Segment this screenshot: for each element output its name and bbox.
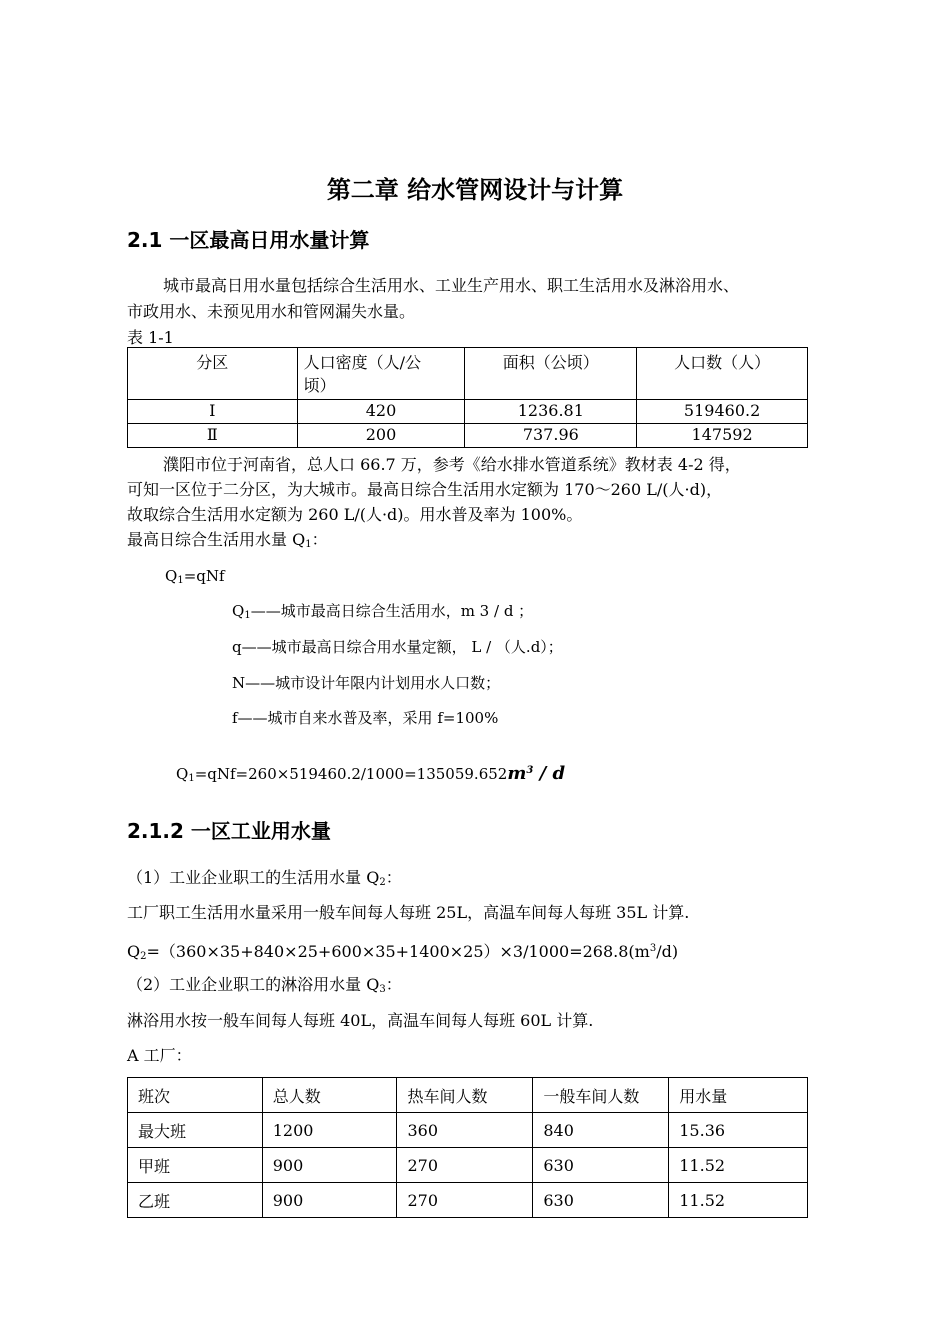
intro-paragraph-line-1: 城市最高日用水量包括综合生活用水、工业生产用水、职工生活用水及淋浴用水、 (163, 276, 740, 295)
q2-q: Q (127, 942, 141, 961)
q1-label (127, 528, 328, 556)
table-header-row (128, 348, 808, 400)
table-header-cell: 一般车间人数 (533, 1078, 669, 1113)
formula-q1 (165, 565, 225, 592)
population-table (127, 347, 808, 448)
table-cell: 630 (533, 1183, 669, 1218)
table-row (128, 1183, 808, 1218)
calc-sub: 1 (188, 773, 195, 784)
calc-q1 (176, 759, 565, 790)
table-cell: 200 (297, 424, 465, 448)
header-line: 人口密度（人/公 (303, 353, 421, 372)
item-2-description: 淋浴用水按一般车间每人每班 40L，高温车间每人每班 60L 计算. (127, 1011, 594, 1030)
table-header-cell: 用水量 (669, 1078, 808, 1113)
q2-calculation (127, 937, 678, 968)
section-heading-2-1-2: 2.1.2 一区工业用水量 (127, 819, 331, 843)
q1-label-tail: ： (311, 530, 328, 549)
table-cell: 270 (397, 1183, 533, 1218)
def-q: Q (232, 602, 245, 620)
item-2-tail: ： (385, 975, 402, 994)
def-text: ——城市最高日综合生活用水，m 3 / d ； (250, 602, 534, 620)
table-cell: 270 (397, 1148, 533, 1183)
table-cell: 甲班 (128, 1148, 263, 1183)
table-row (128, 400, 808, 424)
q1-label-sub: 1 (305, 539, 312, 550)
item-2 (127, 973, 402, 1001)
intro-paragraph-line-2: 市政用水、未预见用水和管网漏失水量。 (127, 302, 416, 321)
item-1-text: （1）工业企业职工的生活用水量 Q (127, 868, 380, 887)
table-row (128, 424, 808, 448)
paragraph-line-1: 濮阳市位于河南省，总人口 66.7 万，参考《给水排水管道系统》教材表 4-2 得， (163, 455, 741, 474)
item-2-sub: 3 (379, 984, 386, 995)
formula-sub: 1 (177, 575, 184, 586)
formula-rest: =qNf (183, 567, 225, 585)
calc-q: Q (176, 765, 189, 783)
table-cell: 147592 (637, 424, 808, 448)
table-header-cell: 总人数 (262, 1078, 397, 1113)
table-cell: 最大班 (128, 1113, 263, 1148)
shower-water-table (127, 1077, 808, 1218)
unit-tail: / d (533, 763, 566, 784)
definition-q1 (232, 600, 533, 627)
table-cell: 519460.2 (637, 400, 808, 424)
table-header-cell: 人口数（人） (637, 348, 808, 400)
section-heading-2-1: 2.1 一区最高日用水量计算 (127, 228, 370, 252)
q2-sub: 2 (140, 951, 147, 962)
table-row (128, 1113, 808, 1148)
table-cell: Ⅰ (128, 400, 298, 424)
calc-text: =qNf=260×519460.2/1000=135059.652 (194, 765, 508, 783)
table-header-cell: 面积（公顷） (465, 348, 637, 400)
factory-label: A 工厂： (127, 1046, 192, 1065)
table-cell: 900 (262, 1148, 397, 1183)
table-header-row (128, 1078, 808, 1113)
table-row (128, 1148, 808, 1183)
item-1-tail: ： (385, 868, 402, 887)
unit-m: m (507, 763, 527, 784)
table-header-cell: 分区 (128, 348, 298, 400)
chapter-title: 第二章 给水管网设计与计算 (326, 176, 624, 204)
table-cell: 1200 (262, 1113, 397, 1148)
q1-label-text: 最高日综合生活用水量 Q (127, 530, 306, 549)
table-cell: 15.36 (669, 1113, 808, 1148)
definition-n: N——城市设计年限内计划用水人口数； (232, 674, 501, 692)
table-cell: 840 (533, 1113, 669, 1148)
item-1-sub: 2 (379, 877, 386, 888)
table-header-cell (297, 348, 465, 400)
table-cell: 360 (397, 1113, 533, 1148)
table-cell: Ⅱ (128, 424, 298, 448)
table-cell: 900 (262, 1183, 397, 1218)
calc-unit (507, 763, 565, 784)
table-cell: 乙班 (128, 1183, 263, 1218)
unit-exp: 3 (526, 765, 534, 776)
paragraph-line-2: 可知一区位于二分区，为大城市。最高日综合生活用水定额为 170～260 L/(人·d)， (127, 480, 723, 499)
item-2-text: （2）工业企业职工的淋浴用水量 Q (127, 975, 380, 994)
paragraph-line-3: 故取综合生活用水定额为 260 L/(人·d)。用水普及率为 100%。 (127, 505, 583, 524)
table-cell: 630 (533, 1148, 669, 1183)
table-cell: 420 (297, 400, 465, 424)
table-header-cell: 班次 (128, 1078, 263, 1113)
item-1 (127, 866, 402, 894)
table-cell: 11.52 (669, 1148, 808, 1183)
table-cell: 11.52 (669, 1183, 808, 1218)
item-1-description: 工厂职工生活用水量采用一般车间每人每班 25L，高温车间每人每班 35L 计算. (127, 903, 690, 922)
q2-tail: /d) (656, 942, 679, 961)
definition-q: q——城市最高日综合用水量定额， L / （人.d）； (232, 638, 563, 656)
table-caption: 表 1-1 (127, 328, 174, 347)
q2-text: =（360×35+840×25+600×35+1400×25）×3/1000=268.8(m (146, 942, 650, 961)
formula-q: Q (165, 567, 178, 585)
q2-exp: 3 (649, 943, 657, 954)
def-sub: 1 (244, 610, 251, 621)
definition-f: f——城市自来水普及率，采用 f=100% (232, 709, 499, 727)
header-line: 顷） (303, 376, 336, 395)
table-cell: 737.96 (465, 424, 637, 448)
table-cell: 1236.81 (465, 400, 637, 424)
table-header-cell: 热车间人数 (397, 1078, 533, 1113)
